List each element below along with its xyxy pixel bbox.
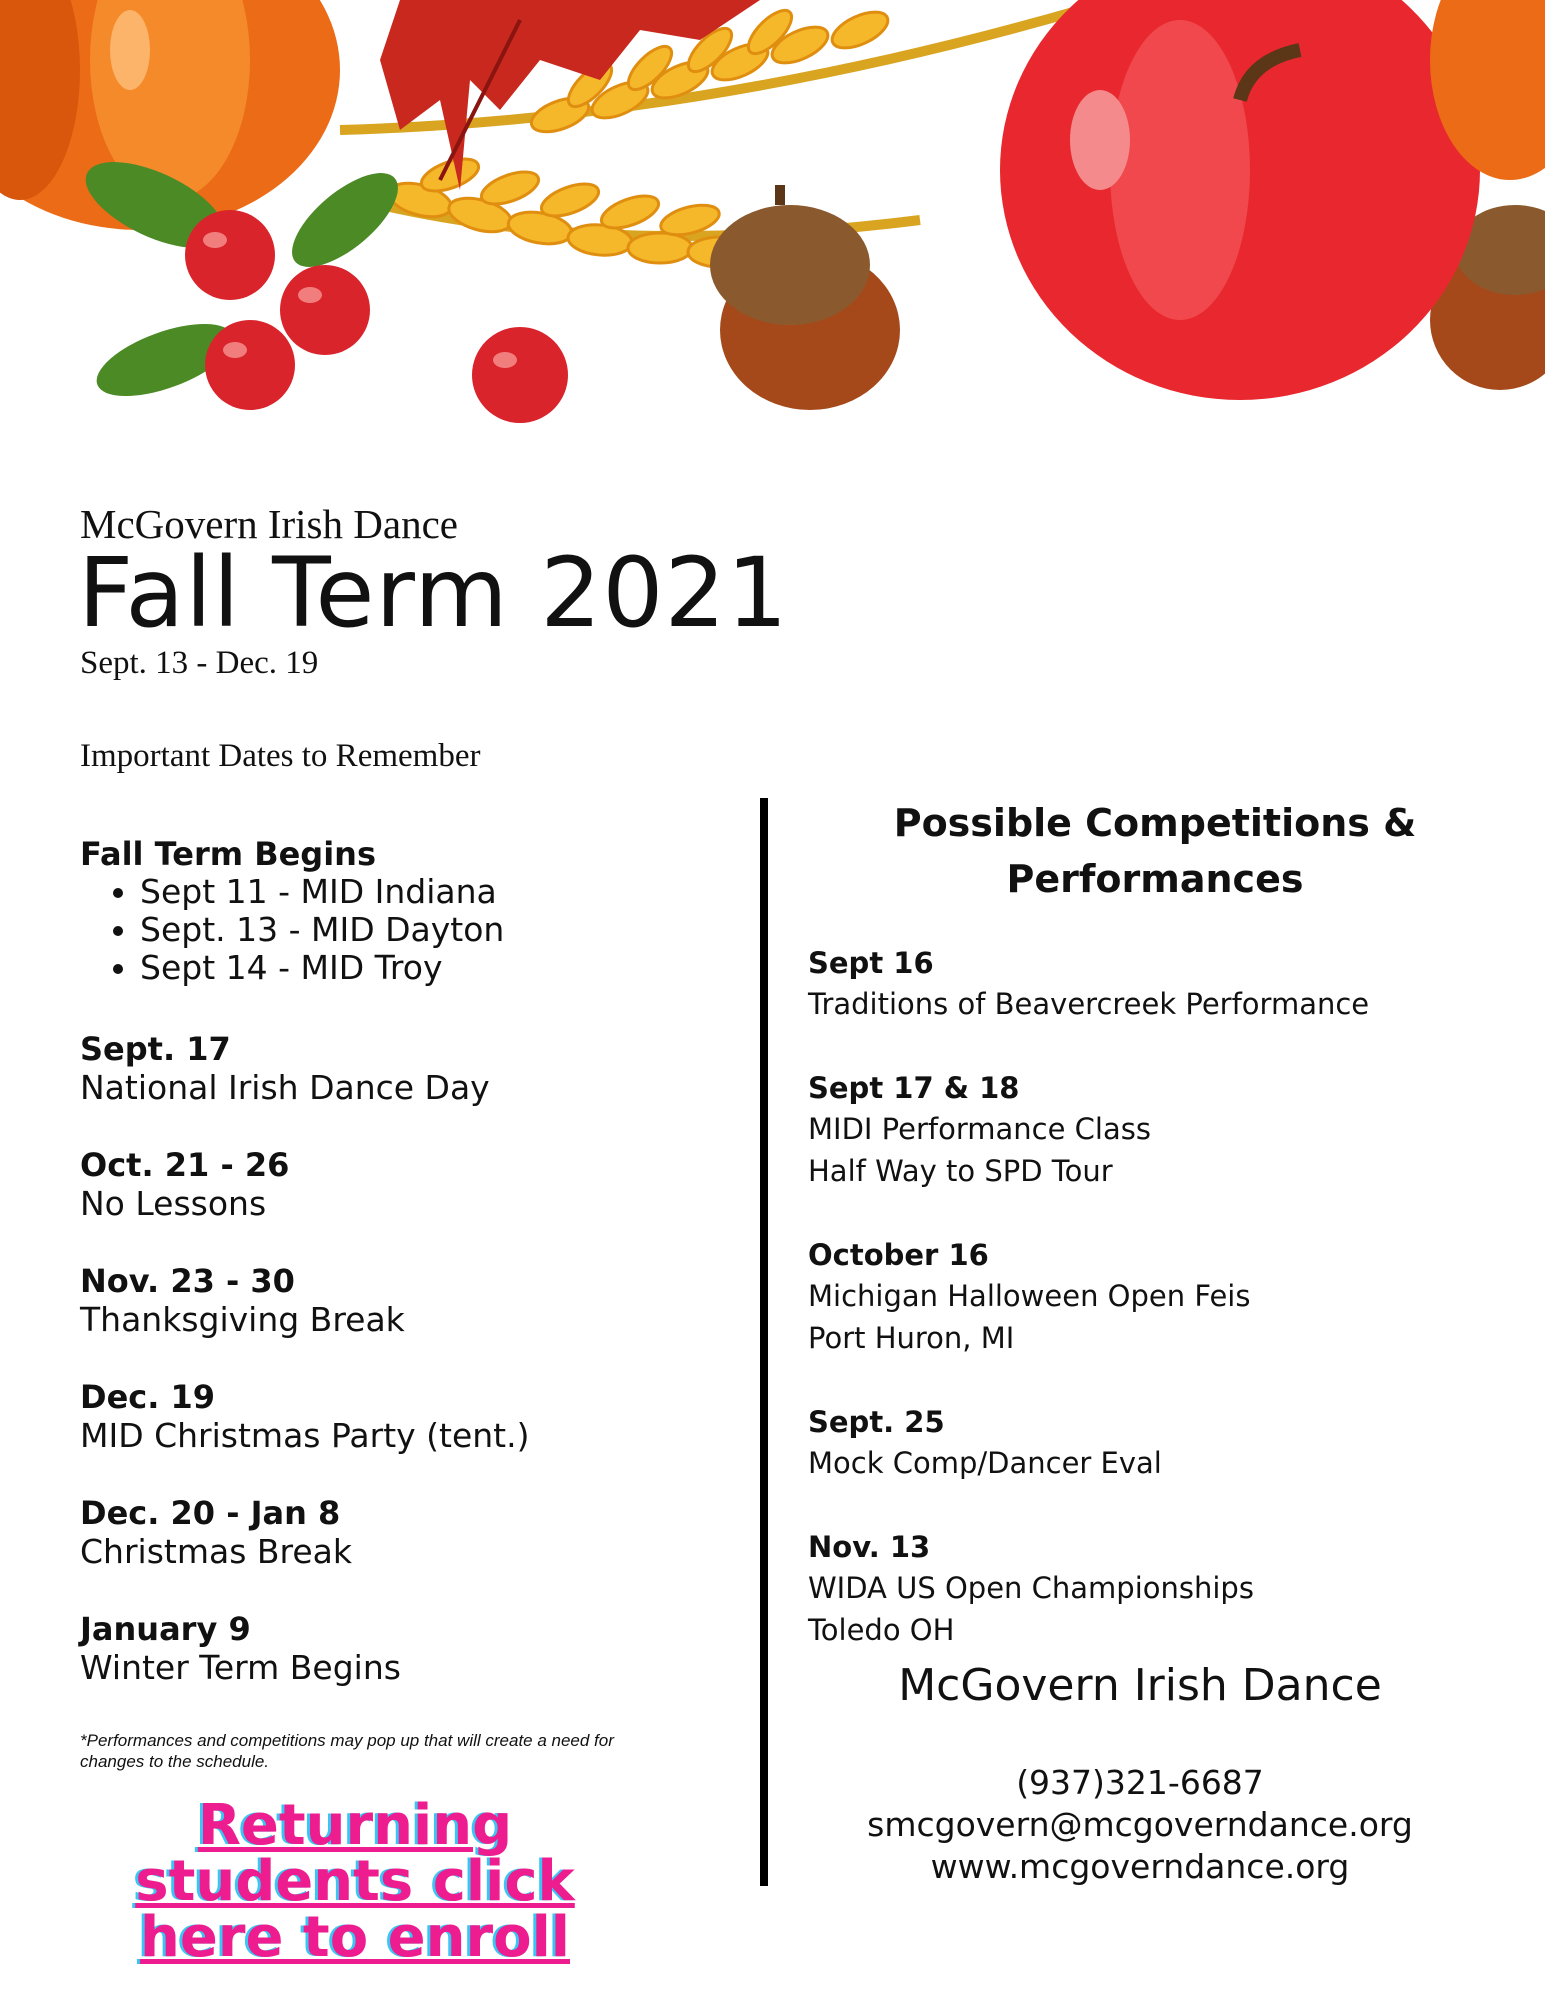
term-start-list: [80, 873, 504, 987]
enroll-link[interactable]: Returning students click here to enroll: [135, 1793, 575, 1970]
list-item: • Sept 11 - MID Indiana: [140, 873, 504, 911]
event-detail: Mock Comp/Dancer Eval: [808, 1446, 1162, 1480]
date-entry: [80, 1494, 352, 1572]
autumn-banner-illustration: [0, 0, 1545, 440]
fall-term-begins-block: [80, 835, 504, 987]
date-description: Thanksgiving Break: [80, 1300, 405, 1339]
competitions-heading: Possible Competitions & Performances: [893, 801, 1417, 901]
event-detail: Toledo OH: [808, 1613, 955, 1647]
event-date: October 16: [808, 1238, 989, 1272]
date-description: No Lessons: [80, 1184, 267, 1223]
date-heading: Nov. 23 - 30: [80, 1262, 295, 1300]
event-date: Sept 17 & 18: [808, 1071, 1020, 1105]
date-description: Christmas Break: [80, 1532, 352, 1571]
header-org: McGovern Irish Dance: [80, 501, 458, 547]
event-entry: [808, 1068, 1458, 1192]
event-date: Nov. 13: [808, 1530, 931, 1564]
date-heading: Dec. 19: [80, 1378, 216, 1416]
date-heading: Oct. 21 - 26: [80, 1146, 290, 1184]
date-entry: [80, 1030, 490, 1108]
date-entry: [80, 1378, 529, 1456]
date-entry: [80, 1146, 289, 1224]
event-detail: Michigan Halloween Open Feis: [808, 1279, 1251, 1313]
event-date: Sept. 25: [808, 1405, 945, 1439]
list-item: • Sept. 13 - MID Dayton: [140, 911, 504, 949]
contact-phone: (937)321-6687: [1016, 1763, 1264, 1802]
event-detail: WIDA US Open Championships: [808, 1571, 1254, 1605]
date-description: Winter Term Begins: [80, 1648, 401, 1687]
fall-term-begins-heading: Fall Term Begins: [80, 835, 376, 873]
event-entry: [808, 1402, 1458, 1484]
date-description: National Irish Dance Day: [80, 1068, 490, 1107]
page-title: Fall Term 2021: [78, 537, 789, 649]
list-item: • Sept 14 - MID Troy: [140, 949, 504, 987]
date-heading: Dec. 20 - Jan 8: [80, 1494, 341, 1532]
column-divider: [760, 798, 768, 1886]
event-detail: Traditions of Beavercreek Performance: [808, 987, 1370, 1021]
date-entry: [80, 1262, 405, 1340]
important-dates-heading: Important Dates to Remember: [80, 738, 481, 774]
schedule-change-note: *Performances and competitions may pop up that will create a need for changes to the schedule.: [80, 1731, 614, 1771]
contact-org-name: McGovern Irish Dance: [898, 1660, 1382, 1711]
event-detail: Half Way to SPD Tour: [808, 1154, 1113, 1188]
term-date-range: Sept. 13 - Dec. 19: [80, 645, 319, 681]
date-entry: [80, 1610, 401, 1688]
cranberries-illustration: [185, 210, 568, 423]
event-date: Sept 16: [808, 946, 934, 980]
date-heading: January 9: [80, 1610, 251, 1648]
date-description: MID Christmas Party (tent.): [80, 1416, 530, 1455]
event-detail: MIDI Performance Class: [808, 1112, 1151, 1146]
event-entry: [808, 1527, 1458, 1651]
event-entry: [808, 943, 1458, 1025]
contact-website[interactable]: www.mcgoverndance.org: [930, 1847, 1350, 1886]
event-entry: [808, 1235, 1458, 1359]
date-heading: Sept. 17: [80, 1030, 231, 1068]
event-detail: Port Huron, MI: [808, 1321, 1015, 1355]
contact-email[interactable]: smcgovern@mcgoverndance.org: [867, 1805, 1413, 1844]
